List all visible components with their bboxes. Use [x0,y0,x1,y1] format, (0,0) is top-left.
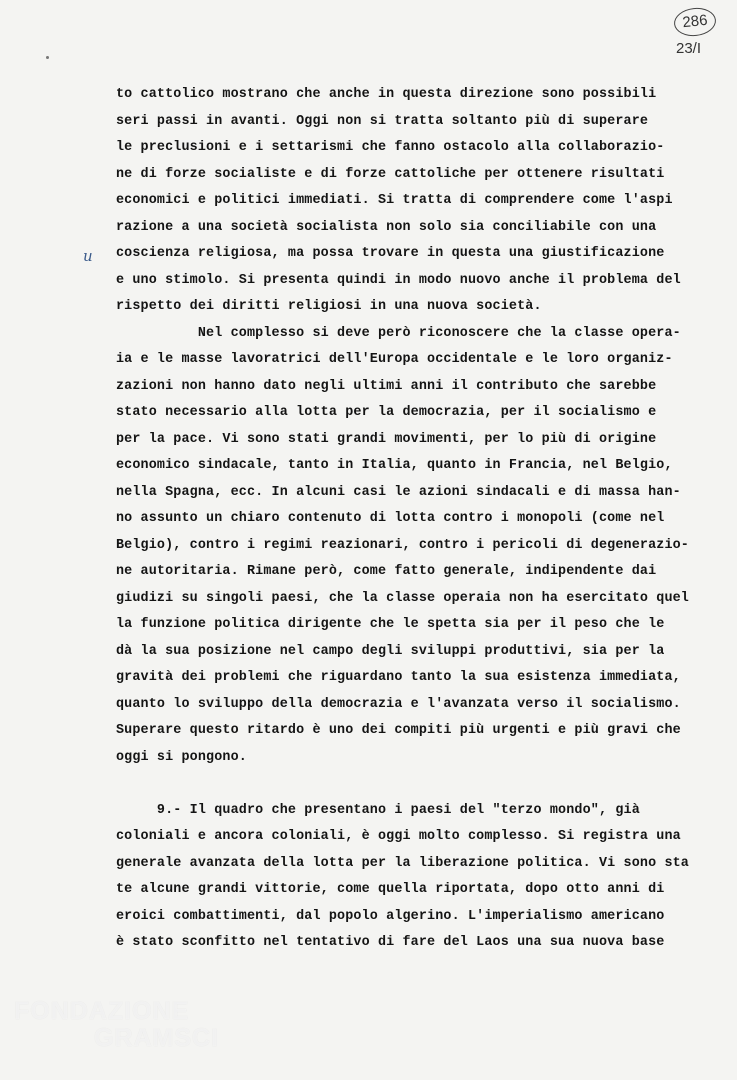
text-line: Nel complesso si deve però riconoscere che la classe opera- [116,325,681,341]
paragraph [116,798,731,957]
text-line: le preclusioni e i settarismi che fanno ostacolo alla collaborazio- [116,140,665,155]
text-line: eroici combattimenti, dal popolo algerino. L'imperialismo americano [116,908,665,924]
text-line: seri passi in avanti. Oggi non si tratta soltanto più di superare [116,113,649,129]
text-line: nella Spagna, ecc. In alcuni casi le azioni sindacali e di massa han- [116,484,681,500]
text-line: te alcune grandi vittorie, come quella riportata, dopo otto anni di [116,882,665,897]
typewritten-body [116,82,731,957]
text-line: è stato sconfitto nel tentativo di fare del Laos una sua nuova base [116,935,665,950]
text-line: 9.- Il quadro che presentano i paesi del "terzo mondo", già [116,802,640,818]
text-line: economici e politici immediati. Si tratta di comprendere come l'aspi [116,193,673,208]
paragraph-gap [116,771,731,798]
paragraph-container [116,82,731,957]
text-line: ia e le masse lavoratrici dell'Europa occidentale e le loro organiz- [116,352,673,367]
text-line: oggi si pongono. [116,749,247,765]
page-number-circled: 286 [673,6,718,38]
text-line: economico sindacale, tanto in Italia, quanto in Francia, nel Belgio, [116,458,673,473]
text-line: coscienza religiosa, ma possa trovare in questa una giustificazione [116,246,665,261]
text-line: e uno stimolo. Si presenta quindi in modo nuovo anche il problema del [116,272,681,288]
text-line: ne autoritaria. Rimane però, come fatto generale, indipendente dai [116,564,657,579]
text-line: giudizi su singoli paesi, che la classe operaia non ha esercitato quel [116,590,689,606]
text-line: dà la sua posizione nel campo degli sviluppi produttivi, sia per la [116,643,665,659]
watermark-line-2: GRAMSCI [94,1024,220,1052]
watermark-line-1: FONDAZIONE [14,997,190,1025]
text-line: Superare questo ritardo è uno dei compiti più urgenti e più gravi che [116,723,681,738]
watermark-logo [14,998,219,1052]
text-line: stato necessario alla lotta per la democrazia, per il socialismo e [116,405,657,420]
text-line: gravità dei problemi che riguardano tanto la sua esistenza immediata, [116,670,681,685]
text-line: razione a una società socialista non solo sia conciliabile con una [116,219,657,235]
text-line: to cattolico mostrano che anche in questa direzione sono possibili [116,87,657,102]
text-line: zazioni non hanno dato negli ultimi anni il contributo che sarebbe [116,378,657,394]
paragraph [116,82,731,321]
text-line: quanto lo sviluppo della democrazia e l'avanzata verso il socialismo. [116,696,681,712]
paragraph [116,321,731,772]
margin-annotation: u [83,247,93,265]
text-line: no assunto un chiaro contenuto di lotta contro i monopoli (come nel [116,511,665,526]
text-line: coloniali e ancora coloniali, è oggi molto complesso. Si registra una [116,829,681,844]
text-line: la funzione politica dirigente che le spetta sia per il peso che le [116,617,665,632]
text-line: Belgio), contro i regimi reazionari, contro i pericoli di degenerazio- [116,537,689,553]
text-line: generale avanzata della lotta per la liberazione politica. Vi sono sta [116,855,689,871]
archive-reference: 23/I [676,40,702,57]
text-line: per la pace. Vi sono stati grandi movimenti, per lo più di origine [116,431,657,447]
text-line: ne di forze socialiste e di forze cattoliche per ottenere risultati [116,166,665,182]
text-line: rispetto dei diritti religiosi in una nuova società. [116,299,542,314]
scan-speck [46,56,49,59]
